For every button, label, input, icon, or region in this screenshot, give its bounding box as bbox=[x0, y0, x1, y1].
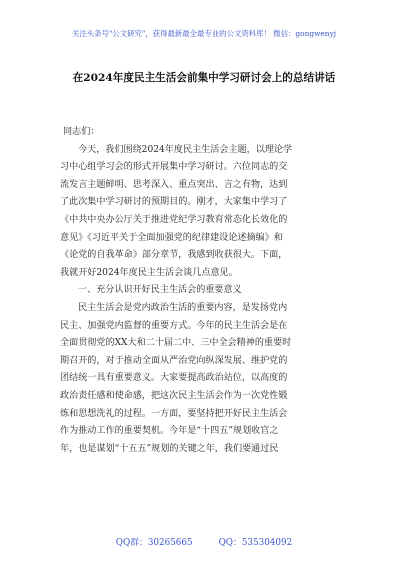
body-line: 《中共中央办公厅关于推进党纪学习教育常态化长效化的 bbox=[60, 214, 288, 225]
body-line: 习中心组学习会的形式开展集中学习研讨。六位同志的交 bbox=[60, 162, 288, 173]
body-line: 期召开的，对于推动全面从严治党向纵深发展、维护党的 bbox=[60, 355, 288, 366]
paragraph-section-1 bbox=[60, 300, 350, 458]
body-line: 今天，我们围绕2024年度民主生活会主题，以理论学 bbox=[78, 144, 293, 155]
body-line: 作为推动工作的重要契机。今年是“十四五”规划收官之 bbox=[60, 426, 279, 437]
body-line: 民主生活会是党内政治生活的重要内容，是发扬党内 bbox=[78, 302, 288, 313]
body-line: 民主、加强党内监督的重要方式。今年的民主生活会是在 bbox=[60, 320, 288, 331]
body-line: 流发言主题鲜明、思考深入、重点突出、言之有物，达到 bbox=[60, 179, 288, 190]
document-body bbox=[60, 124, 350, 458]
footer-contact bbox=[0, 535, 408, 548]
footer-qq: QQ：535304092 bbox=[218, 538, 293, 548]
body-line: 全面贯彻党的XX大和二十届二中、三中全会精神的重要时 bbox=[60, 338, 292, 349]
body-line: 政治责任感和使命感，把这次民主生活会作为一次党性锻 bbox=[60, 390, 288, 401]
footer-qq-group: QQ群：30265665 bbox=[115, 538, 193, 548]
header-note: 关注头条号"公文研究"，获得最新最全最专业的公文资料库！ 微信：gongwenyj bbox=[71, 29, 337, 38]
salutation: 同志们： bbox=[63, 127, 100, 137]
body-line: 我就开好2024年度民主生活会谈几点意见。 bbox=[60, 267, 238, 278]
body-line: 年，也是谋划“十五五”规划的关键之年，我们要通过民 bbox=[60, 443, 279, 454]
body-line: 炼和思想洗礼的过程。一方面，要坚持把开好民主生活会 bbox=[60, 408, 288, 419]
body-line: 团结统一具有重要意义。大家要提高政治站位，以高度的 bbox=[60, 373, 288, 384]
document-title: 在2024年度民主生活会前集中学习研讨会上的总结讲话 bbox=[72, 72, 336, 84]
body-line: 《论党的自我革命》部分章节，我感到收获很大。下面， bbox=[60, 250, 288, 261]
body-line: 意见》《习近平关于全面加强党的纪律建设论述摘编》和 bbox=[60, 232, 283, 243]
body-line: 了此次集中学习研讨的预期目的。刚才，大家集中学习了 bbox=[60, 197, 288, 208]
paragraph-opening bbox=[60, 142, 350, 283]
section-heading: 一、充分认识开好民主生活会的重要意义 bbox=[78, 285, 242, 296]
section-heading-1 bbox=[60, 282, 350, 300]
